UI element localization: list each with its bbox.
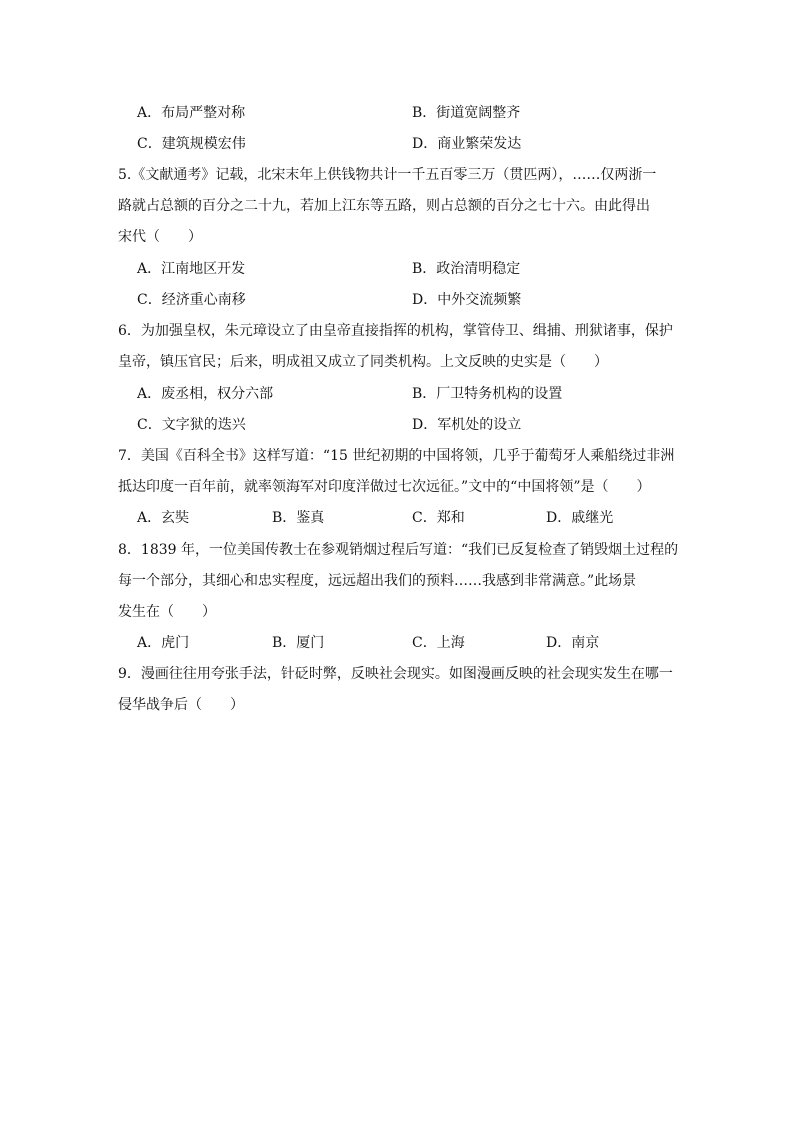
q8-stem-line-2: 每一个部分，其细心和忠实程度，远远超出我们的预料……我感到非常满意。”此场景 xyxy=(118,573,637,589)
q5-option-b[interactable]: B．政治清明稳定 xyxy=(412,261,521,277)
q5-stem-line-3: 宋代（ ） xyxy=(118,229,202,245)
q7-option-d[interactable]: D．戚继光 xyxy=(546,510,614,526)
q5-stem-line-1: 5.《文献通考》记载，北宋末年上供钱物共计一千五百零三万（贯匹两），……仅两浙一 xyxy=(118,167,657,183)
q8-stem-line-3: 发生在（ ） xyxy=(118,604,216,620)
q4-option-d[interactable]: D．商业繁荣发达 xyxy=(412,136,522,152)
q6-option-d[interactable]: D．军机处的设立 xyxy=(412,417,522,433)
q7-stem-line-2: 抵达印度一百年前，就率领海军对印度洋做过七次远征。”文中的“中国将领”是（ ） xyxy=(118,479,651,495)
q7-option-c[interactable]: C．郑和 xyxy=(412,510,465,526)
q4-option-c[interactable]: C．建筑规模宏伟 xyxy=(137,136,246,152)
q6-option-b[interactable]: B．厂卫特务机构的设置 xyxy=(412,386,563,402)
q8-option-b[interactable]: B．厦门 xyxy=(272,635,325,651)
q5-option-a[interactable]: A．江南地区开发 xyxy=(137,261,246,277)
q8-stem-line-1: 8．1839 年，一位美国传教士在参观销烟过程后写道：“我们已反复检查了销毁烟土过程的 xyxy=(118,542,679,558)
q7-option-b[interactable]: B．鉴真 xyxy=(272,510,325,526)
q7-stem-line-1: 7．美国《百科全书》这样写道：“15 世纪初期的中国将领，几乎于葡萄牙人乘船绕过非洲 xyxy=(118,448,675,464)
q7-option-a[interactable]: A．玄奘 xyxy=(137,510,190,526)
q8-option-d[interactable]: D．南京 xyxy=(546,635,600,651)
q8-option-c[interactable]: C．上海 xyxy=(412,635,465,651)
q8-option-a[interactable]: A．虎门 xyxy=(137,635,190,651)
q5-option-d[interactable]: D．中外交流频繁 xyxy=(412,292,522,308)
q6-stem-line-1: 6．为加强皇权，朱元璋设立了由皇帝直接指挥的机构，掌管侍卫、缉捕、刑狱诸事，保护 xyxy=(118,323,673,339)
q5-stem-line-2: 路就占总额的百分之二十九，若加上江东等五路，则占总额的百分之七十六。由此得出 xyxy=(118,198,650,214)
q6-stem-line-2: 皇帝，镇压官民；后来，明成祖又成立了同类机构。上文反映的史实是（ ） xyxy=(118,354,608,370)
q4-option-b[interactable]: B．街道宽阔整齐 xyxy=(412,105,521,121)
q5-option-c[interactable]: C．经济重心南移 xyxy=(137,292,246,308)
q9-stem-line-2: 侵华战争后（ ） xyxy=(118,697,244,713)
q4-option-a[interactable]: A．布局严整对称 xyxy=(137,105,246,121)
q6-option-a[interactable]: A．废丞相，权分六部 xyxy=(137,386,274,402)
q9-stem-line-1: 9．漫画往往用夸张手法，针砭时弊，反映社会现实。如图漫画反映的社会现实发生在哪一 xyxy=(118,666,673,682)
q6-option-c[interactable]: C．文字狱的迭兴 xyxy=(137,417,246,433)
